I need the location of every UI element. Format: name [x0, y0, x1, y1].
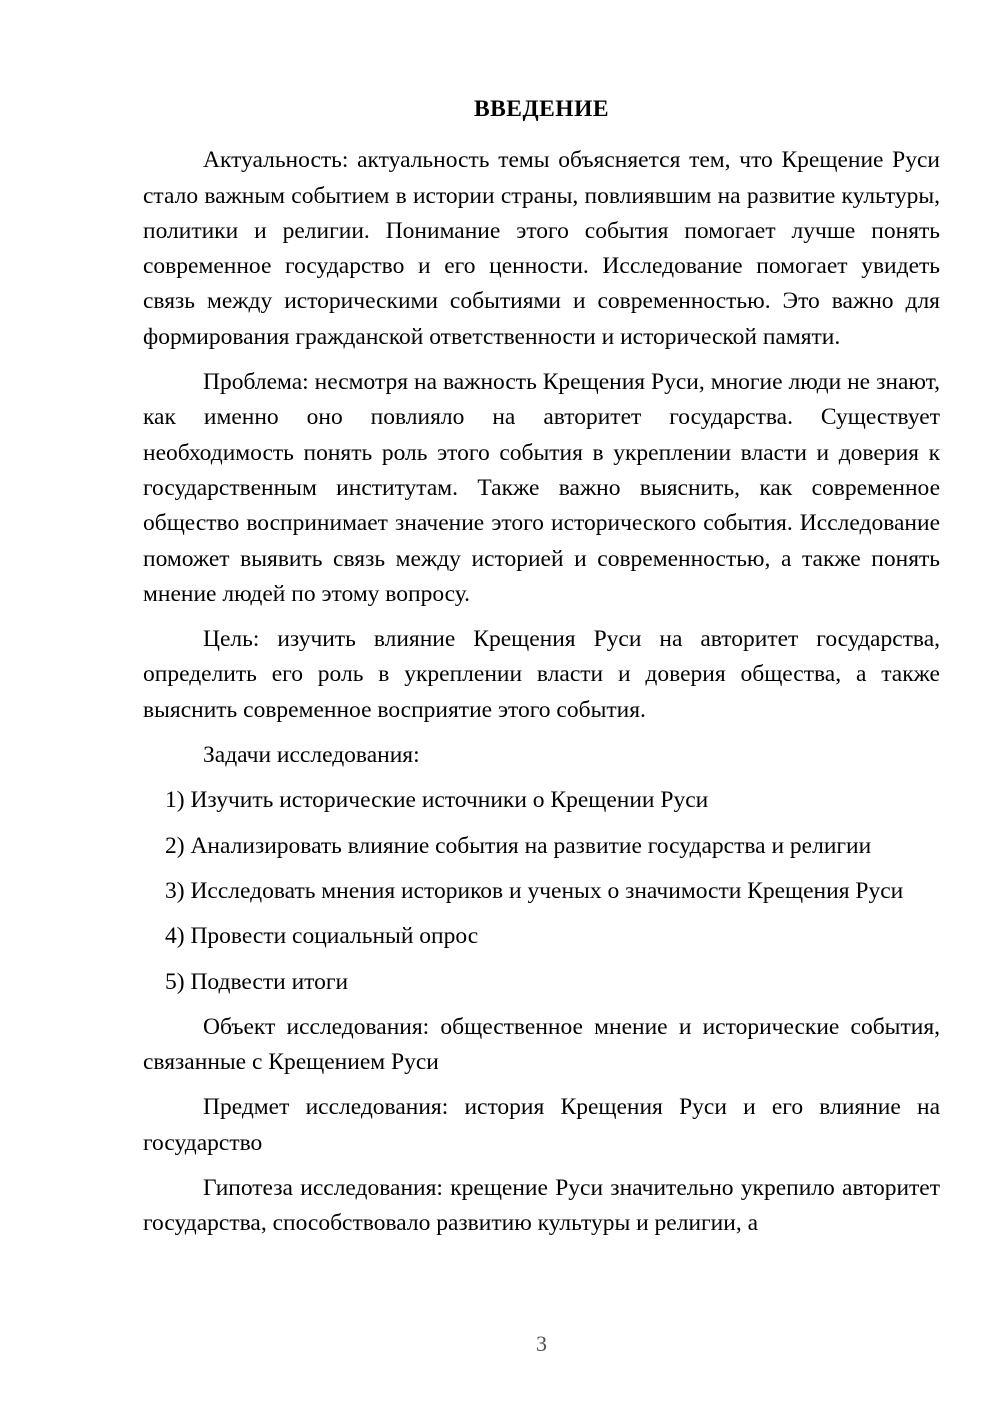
- paragraph-relevance: Актуальность: актуальность темы объясняется тем, что Крещение Руси стало важным событием в истории страны, повлиявшим на развитие культуры, политики и религии. Понимание этого события помогает лучше понять современное государство и его ценности. Исследование помогает увидеть связь между историческими событиями и современностью. Это важно для формирования гражданской ответственности и исторической памяти.: [143, 147, 940, 350]
- paragraph-subject: Предмет исследования: история Крещения Руси и его влияние на государство: [143, 1094, 940, 1156]
- task-item-1: 1) Изучить исторические источники о Крещении Руси: [165, 787, 709, 814]
- page-number: 3: [536, 1331, 547, 1356]
- task-item-2: 2) Анализировать влияние события на развитие государства и религии: [165, 832, 872, 859]
- paragraph-goal: Цель: изучить влияние Крещения Руси на авторитет государства, определить его роль в укреплении власти и доверия общества, а также выяснить современное восприятие этого события.: [143, 626, 940, 723]
- paragraph-problem: Проблема: несмотря на важность Крещения Руси, многие люди не знают, как именно оно повлияло на авторитет государства. Существует необходимость понять роль этого события в укреплении власти и доверия к государственным институтам. Также важно выяснить, как современное общество воспринимает значение этого исторического события. Исследование поможет выявить связь между историей и современностью, а также понять мнение людей по этому вопросу.: [143, 369, 940, 607]
- paragraph-object: Объект исследования: общественное мнение и исторические события, связанные с Крещением Руси: [143, 1013, 940, 1076]
- page-title: ВВЕДЕНИЕ: [473, 96, 610, 122]
- paragraph-hypothesis: Гипотеза исследования: крещение Руси значительно укрепило авторитет государства, способствовало развитию культуры и религии, а: [143, 1175, 940, 1237]
- paragraph-tasks-heading: Задачи исследования:: [203, 742, 420, 769]
- task-item-5: 5) Подвести итоги: [165, 968, 349, 995]
- task-item-4: 4) Провести социальный опрос: [165, 923, 479, 950]
- task-item-3: 3) Исследовать мнения историков и ученых о значимости Крещения Руси: [165, 877, 904, 904]
